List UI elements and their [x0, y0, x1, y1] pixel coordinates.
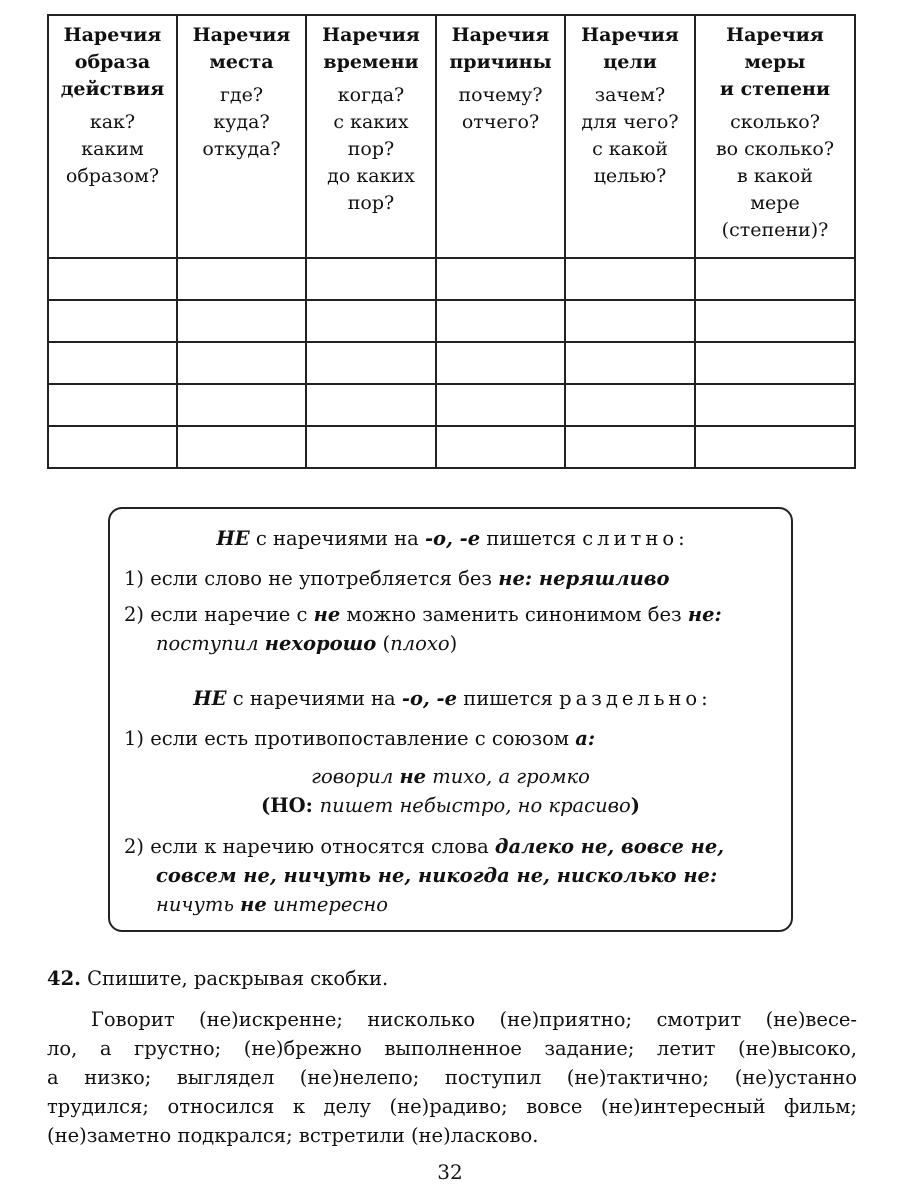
exercise-line: Говорит (не)искренне; нисколько (не)приятно; смотрит (не)весе-: [91, 1008, 857, 1031]
table-cell: [436, 258, 565, 300]
table-cell: [177, 384, 306, 426]
table-cell: [565, 258, 695, 300]
exercise-line: (не)заметно подкрался; встретили (не)ласково.: [47, 1124, 539, 1147]
table-cell: [695, 300, 855, 342]
table-cell: [695, 426, 855, 468]
page-number: 32: [437, 1160, 463, 1184]
rule-item: 1) если есть противопоставление с союзом а:: [124, 727, 596, 750]
table-cell: [695, 384, 855, 426]
table-row: [48, 300, 855, 342]
table-cell: [436, 300, 565, 342]
table-header-row: [48, 15, 855, 258]
table-cell: [306, 258, 436, 300]
table-cell: [48, 342, 177, 384]
table-cell: [695, 258, 855, 300]
column-header: Наречия времени когда? с каких пор? до каких пор?: [306, 15, 436, 258]
column-header: Наречия места где? куда? откуда?: [177, 15, 306, 258]
rule-example: ничуть не интересно: [156, 893, 388, 916]
table-cell: [177, 426, 306, 468]
column-header: Наречия причины почему? отчего?: [436, 15, 565, 258]
rule-heading-solid: НЕ с наречиями на -о, -е пишется слитно:: [216, 527, 685, 550]
table-cell: [48, 426, 177, 468]
table-cell: [177, 300, 306, 342]
rule-item: 2) если к наречию относятся слова далеко не, вовсе не,: [124, 835, 725, 858]
table-cell: [436, 426, 565, 468]
table-cell: [177, 342, 306, 384]
rule-item: 2) если наречие с не можно заменить синонимом без не:: [124, 603, 722, 626]
table-row: [48, 258, 855, 300]
column-header: Наречия цели зачем? для чего? с какой целью?: [565, 15, 695, 258]
table-cell: [48, 258, 177, 300]
table-cell: [177, 258, 306, 300]
table-cell: [565, 300, 695, 342]
table-cell: [565, 342, 695, 384]
exercise-line: трудился; относился к делу (не)радиво; вовсе (не)интересный фильм;: [47, 1095, 857, 1118]
table-cell: [306, 426, 436, 468]
table-cell: [565, 384, 695, 426]
rule-heading-separate: НЕ с наречиями на -о, -е пишется раздельно:: [193, 687, 708, 710]
table-cell: [565, 426, 695, 468]
table-cell: [695, 342, 855, 384]
column-header: Наречия образа действия как? каким образом?: [48, 15, 177, 258]
rule-item-continued: совсем не, ничуть не, никогда не, нисколько не:: [156, 864, 718, 887]
table-row: [48, 384, 855, 426]
adverb-table: [47, 14, 856, 469]
column-header: Наречия меры и степени сколько? во сколько? в какой мере (степени)?: [695, 15, 855, 258]
table-cell: [306, 342, 436, 384]
exercise-line: ло, а грустно; (не)брежно выполненное задание; летит (не)высоко,: [47, 1037, 857, 1060]
exercise-text: [47, 1005, 857, 1150]
exercise-heading: 42. Спишите, раскрывая скобки.: [47, 967, 389, 990]
table-cell: [48, 300, 177, 342]
rule-example: (НО: пишет небыстро, но красиво): [261, 794, 640, 817]
table-row: [48, 426, 855, 468]
table-cell: [436, 342, 565, 384]
table-cell: [48, 384, 177, 426]
table-cell: [436, 384, 565, 426]
rule-example: говорил не тихо, а громко: [311, 765, 590, 788]
table-cell: [306, 384, 436, 426]
exercise-line: а низко; выглядел (не)нелепо; поступил (не)тактично; (не)устанно: [47, 1066, 857, 1089]
table-cell: [306, 300, 436, 342]
table-row: [48, 342, 855, 384]
rule-box: [108, 507, 793, 932]
rule-item: 1) если слово не употребляется без не: неряшливо: [124, 567, 670, 590]
rule-example: поступил нехорошо (плохо): [156, 632, 458, 655]
